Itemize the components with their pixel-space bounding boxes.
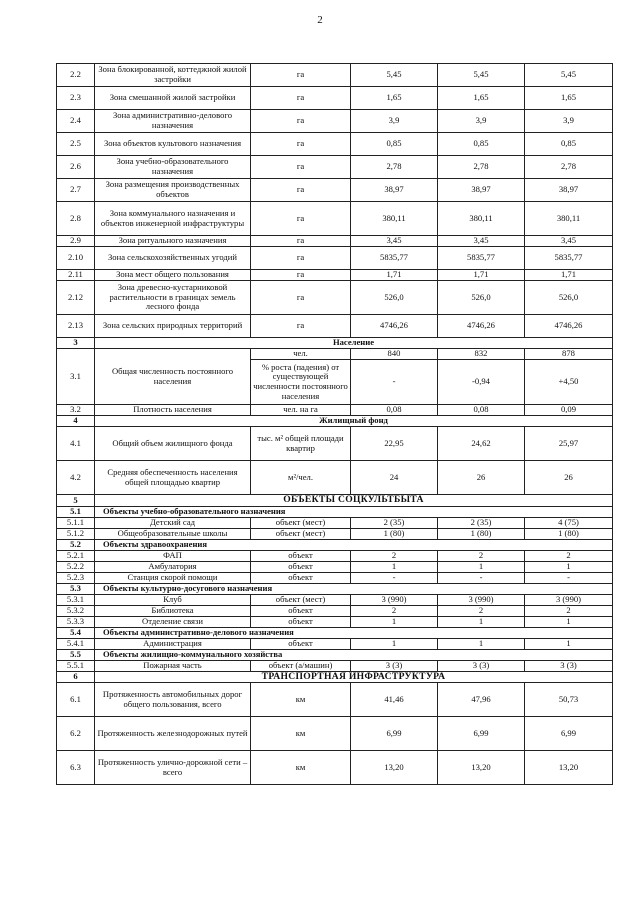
value-cell: 22,95 <box>351 427 438 461</box>
value-cell: 26 <box>525 461 613 495</box>
value-cell: 2,78 <box>438 156 525 179</box>
section-number: 3 <box>57 338 95 349</box>
indicator-name: Клуб <box>95 594 251 605</box>
indicator-name: Зона мест общего пользования <box>95 270 251 281</box>
value-cell: 2 <box>525 605 613 616</box>
value-cell: 4746,26 <box>351 315 438 338</box>
table-row <box>57 87 613 110</box>
section-number: 5.1 <box>57 506 95 517</box>
section-title: Объекты административно-делового назначения <box>95 627 613 638</box>
value-cell: 1,71 <box>438 270 525 281</box>
section-title: Объекты культурно-досугового назначения <box>95 583 613 594</box>
table-row <box>57 202 613 236</box>
indicator-name: Общая численность постоянного населения <box>95 349 251 405</box>
unit-cell: га <box>251 110 351 133</box>
indicator-name: Отделение связи <box>95 616 251 627</box>
unit-cell: объект <box>251 605 351 616</box>
value-cell: 2 <box>438 605 525 616</box>
table-row <box>57 156 613 179</box>
row-number: 5.2.2 <box>57 561 95 572</box>
row-number: 6.3 <box>57 751 95 785</box>
table-row <box>57 717 613 751</box>
value-cell: 1,71 <box>351 270 438 281</box>
value-cell: 26 <box>438 461 525 495</box>
value-cell: 2 (35) <box>438 517 525 528</box>
value-cell: 526,0 <box>438 281 525 315</box>
value-cell: 840 <box>351 349 438 360</box>
indicator-name: Зона размещения производственных объектов <box>95 179 251 202</box>
value-cell: 5835,77 <box>351 247 438 270</box>
unit-cell: объект <box>251 550 351 561</box>
value-cell: 3 (3) <box>438 660 525 671</box>
table-row <box>57 179 613 202</box>
value-cell: 6,99 <box>351 717 438 751</box>
value-cell: 47,96 <box>438 683 525 717</box>
row-number: 2.8 <box>57 202 95 236</box>
value-cell: - <box>438 572 525 583</box>
unit-cell: объект (мест) <box>251 594 351 605</box>
value-cell: 1,65 <box>525 87 613 110</box>
value-cell: - <box>351 572 438 583</box>
table-row <box>57 660 613 671</box>
value-cell: 5835,77 <box>438 247 525 270</box>
unit-cell: объект (мест) <box>251 517 351 528</box>
section-header-row <box>57 338 613 349</box>
unit-cell: объект <box>251 616 351 627</box>
unit-cell: % роста (падения) от существующей численности постоянного населения <box>251 360 351 405</box>
value-cell: 6,99 <box>438 717 525 751</box>
row-number: 2.3 <box>57 87 95 110</box>
value-cell: 3,9 <box>438 110 525 133</box>
section-number: 5.3 <box>57 583 95 594</box>
value-cell: 380,11 <box>525 202 613 236</box>
page-number: 2 <box>317 14 323 26</box>
value-cell: 5,45 <box>351 64 438 87</box>
table-row <box>57 594 613 605</box>
section-number: 5.4 <box>57 627 95 638</box>
section-header-row <box>57 416 613 427</box>
value-cell: -0,94 <box>438 360 525 405</box>
row-number: 5.2.1 <box>57 550 95 561</box>
table-row <box>57 270 613 281</box>
value-cell: 3,45 <box>438 236 525 247</box>
row-number: 2.10 <box>57 247 95 270</box>
indicator-name: ФАП <box>95 550 251 561</box>
table-row <box>57 110 613 133</box>
indicator-name: Амбулатория <box>95 561 251 572</box>
table-row <box>57 247 613 270</box>
unit-cell: км <box>251 717 351 751</box>
value-cell: 0,09 <box>525 405 613 416</box>
value-cell: 3 (990) <box>525 594 613 605</box>
table-row <box>57 461 613 495</box>
section-number: 5.2 <box>57 539 95 550</box>
value-cell: 6,99 <box>525 717 613 751</box>
section-header-row <box>57 649 613 660</box>
section-title: Население <box>95 338 613 349</box>
indicator-name: Зона учебно-образовательного назначения <box>95 156 251 179</box>
indicator-name: Общий объем жилищного фонда <box>95 427 251 461</box>
table-row <box>57 561 613 572</box>
section-title: Объекты учебно-образовательного назначения <box>95 506 613 517</box>
row-number: 4.1 <box>57 427 95 461</box>
section-header-row <box>57 495 613 507</box>
indicator-name: Зона древесно-кустарниковой растительности в границах земель лесного фонда <box>95 281 251 315</box>
indicator-name: Протяженность улично-дорожной сети – всего <box>95 751 251 785</box>
value-cell: 4746,26 <box>525 315 613 338</box>
value-cell: 13,20 <box>438 751 525 785</box>
indicator-name: Зона объектов культового назначения <box>95 133 251 156</box>
unit-cell: га <box>251 87 351 110</box>
value-cell: 1 <box>351 561 438 572</box>
row-number: 5.3.2 <box>57 605 95 616</box>
row-number: 2.11 <box>57 270 95 281</box>
unit-cell: чел. на га <box>251 405 351 416</box>
value-cell: 2,78 <box>525 156 613 179</box>
unit-cell: км <box>251 683 351 717</box>
table-row <box>57 315 613 338</box>
value-cell: 380,11 <box>438 202 525 236</box>
section-title: ОБЪЕКТЫ СОЦКУЛЬТБЫТА <box>95 495 613 507</box>
unit-cell: тыс. м² общей площади квартир <box>251 427 351 461</box>
row-number: 5.1.1 <box>57 517 95 528</box>
indicator-name: Зона смешанной жилой застройки <box>95 87 251 110</box>
value-cell: 1 <box>438 616 525 627</box>
value-cell: 5,45 <box>525 64 613 87</box>
value-cell: 3,45 <box>525 236 613 247</box>
indicators-table <box>56 63 613 785</box>
value-cell: 1,71 <box>525 270 613 281</box>
value-cell: 832 <box>438 349 525 360</box>
indicator-name: Протяженность автомобильных дорог общего пользования, всего <box>95 683 251 717</box>
table-row <box>57 517 613 528</box>
value-cell: 50,73 <box>525 683 613 717</box>
value-cell: 0,08 <box>438 405 525 416</box>
value-cell: - <box>525 572 613 583</box>
section-title: Объекты жилищно-коммунального хозяйства <box>95 649 613 660</box>
value-cell: 1 <box>351 616 438 627</box>
value-cell: 2 <box>438 550 525 561</box>
row-number: 5.1.2 <box>57 528 95 539</box>
value-cell: 24,62 <box>438 427 525 461</box>
row-number: 6.2 <box>57 717 95 751</box>
value-cell: 3,9 <box>525 110 613 133</box>
table-row <box>57 427 613 461</box>
value-cell: 1 <box>525 561 613 572</box>
indicator-name: Детский сад <box>95 517 251 528</box>
value-cell: 526,0 <box>351 281 438 315</box>
table-row <box>57 405 613 416</box>
section-title: Объекты здравоохранения <box>95 539 613 550</box>
value-cell: 5,45 <box>438 64 525 87</box>
indicator-name: Пожарная часть <box>95 660 251 671</box>
section-header-row <box>57 671 613 683</box>
unit-cell: объект (мест) <box>251 528 351 539</box>
section-title: Жилищный фонд <box>95 416 613 427</box>
unit-cell: га <box>251 315 351 338</box>
row-number: 2.7 <box>57 179 95 202</box>
value-cell: 1 <box>525 616 613 627</box>
value-cell: 1 (80) <box>351 528 438 539</box>
indicator-name: Протяженность железнодорожных путей <box>95 717 251 751</box>
indicator-name: Станция скорой помощи <box>95 572 251 583</box>
row-number: 3.2 <box>57 405 95 416</box>
table-row <box>57 133 613 156</box>
row-number: 2.12 <box>57 281 95 315</box>
value-cell: 380,11 <box>351 202 438 236</box>
section-header-row <box>57 506 613 517</box>
unit-cell: объект <box>251 572 351 583</box>
unit-cell: га <box>251 156 351 179</box>
unit-cell: чел. <box>251 349 351 360</box>
unit-cell: га <box>251 247 351 270</box>
value-cell: 1 (80) <box>438 528 525 539</box>
value-cell: 1 (80) <box>525 528 613 539</box>
value-cell: 2 <box>351 605 438 616</box>
value-cell: 4 (75) <box>525 517 613 528</box>
section-number: 5.5 <box>57 649 95 660</box>
value-cell: 3,45 <box>351 236 438 247</box>
value-cell: 38,97 <box>351 179 438 202</box>
row-number: 4.2 <box>57 461 95 495</box>
unit-cell: м²/чел. <box>251 461 351 495</box>
table-row <box>57 572 613 583</box>
unit-cell: га <box>251 281 351 315</box>
row-number: 3.1 <box>57 349 95 405</box>
table-row <box>57 528 613 539</box>
indicator-name: Администрация <box>95 638 251 649</box>
section-header-row <box>57 627 613 638</box>
value-cell: 38,97 <box>525 179 613 202</box>
value-cell: 2,78 <box>351 156 438 179</box>
value-cell: 1 <box>525 638 613 649</box>
value-cell: 25,97 <box>525 427 613 461</box>
indicator-name: Общеобразовательные школы <box>95 528 251 539</box>
value-cell: 0,08 <box>351 405 438 416</box>
table-row <box>57 638 613 649</box>
table-row <box>57 236 613 247</box>
unit-cell: га <box>251 133 351 156</box>
section-number: 6 <box>57 671 95 683</box>
value-cell: 0,85 <box>438 133 525 156</box>
indicator-name: Зона административно-делового назначения <box>95 110 251 133</box>
value-cell: 1,65 <box>351 87 438 110</box>
row-number: 5.2.3 <box>57 572 95 583</box>
table-row <box>57 281 613 315</box>
unit-cell: объект <box>251 561 351 572</box>
row-number: 2.4 <box>57 110 95 133</box>
unit-cell: га <box>251 236 351 247</box>
indicator-name: Зона сельских природных территорий <box>95 315 251 338</box>
value-cell: - <box>351 360 438 405</box>
section-title: ТРАНСПОРТНАЯ ИНФРАСТРУКТУРА <box>95 671 613 683</box>
value-cell: 2 <box>351 550 438 561</box>
table-row <box>57 349 613 360</box>
unit-cell: объект <box>251 638 351 649</box>
unit-cell: га <box>251 270 351 281</box>
unit-cell: га <box>251 202 351 236</box>
value-cell: 1,65 <box>438 87 525 110</box>
indicator-name: Зона ритуального назначения <box>95 236 251 247</box>
table-row <box>57 616 613 627</box>
row-number: 5.3.3 <box>57 616 95 627</box>
row-number: 6.1 <box>57 683 95 717</box>
value-cell: 878 <box>525 349 613 360</box>
value-cell: 1 <box>438 638 525 649</box>
table-row <box>57 550 613 561</box>
value-cell: 3 (990) <box>438 594 525 605</box>
indicator-name: Зона коммунального назначения и объектов инженерной инфраструктуры <box>95 202 251 236</box>
value-cell: 41,46 <box>351 683 438 717</box>
indicator-name: Библиотека <box>95 605 251 616</box>
table-row <box>57 64 613 87</box>
row-number: 2.13 <box>57 315 95 338</box>
value-cell: 2 <box>525 550 613 561</box>
value-cell: 526,0 <box>525 281 613 315</box>
section-header-row <box>57 583 613 594</box>
value-cell: +4,50 <box>525 360 613 405</box>
table-row <box>57 751 613 785</box>
value-cell: 4746,26 <box>438 315 525 338</box>
indicator-name: Средняя обеспеченность населения общей площадью квартир <box>95 461 251 495</box>
value-cell: 0,85 <box>351 133 438 156</box>
row-number: 5.3.1 <box>57 594 95 605</box>
row-number: 5.4.1 <box>57 638 95 649</box>
value-cell: 3 (990) <box>351 594 438 605</box>
unit-cell: км <box>251 751 351 785</box>
value-cell: 3 (3) <box>351 660 438 671</box>
indicator-name: Зона сельскохозяйственных угодий <box>95 247 251 270</box>
section-number: 5 <box>57 495 95 507</box>
value-cell: 24 <box>351 461 438 495</box>
value-cell: 0,85 <box>525 133 613 156</box>
value-cell: 1 <box>351 638 438 649</box>
indicator-name: Плотность населения <box>95 405 251 416</box>
unit-cell: га <box>251 64 351 87</box>
table-row <box>57 683 613 717</box>
table-row <box>57 605 613 616</box>
row-number: 5.5.1 <box>57 660 95 671</box>
value-cell: 2 (35) <box>351 517 438 528</box>
unit-cell: га <box>251 179 351 202</box>
value-cell: 13,20 <box>351 751 438 785</box>
row-number: 2.5 <box>57 133 95 156</box>
row-number: 2.6 <box>57 156 95 179</box>
indicator-name: Зона блокированной, коттеджной жилой застройки <box>95 64 251 87</box>
row-number: 2.2 <box>57 64 95 87</box>
value-cell: 3,9 <box>351 110 438 133</box>
unit-cell: объект (а/машин) <box>251 660 351 671</box>
value-cell: 38,97 <box>438 179 525 202</box>
section-header-row <box>57 539 613 550</box>
section-number: 4 <box>57 416 95 427</box>
value-cell: 5835,77 <box>525 247 613 270</box>
value-cell: 1 <box>438 561 525 572</box>
value-cell: 13,20 <box>525 751 613 785</box>
value-cell: 3 (3) <box>525 660 613 671</box>
row-number: 2.9 <box>57 236 95 247</box>
